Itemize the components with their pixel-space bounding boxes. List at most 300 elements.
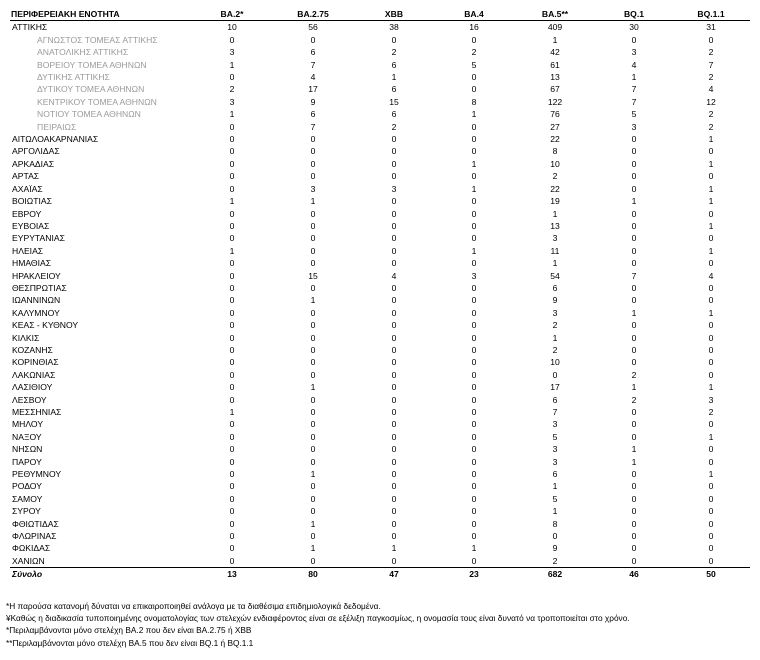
count-cell-bq11: 1 xyxy=(708,307,714,318)
count-cell-ba2: 0 xyxy=(229,208,235,219)
count-cell-bq1: 0 xyxy=(631,357,637,368)
count-cell-ba275: 0 xyxy=(310,394,316,405)
region-name-cell: ΕΥΡΥΤΑΝΙΑΣ xyxy=(12,233,65,244)
count-cell-ba275: 0 xyxy=(310,555,316,566)
count-cell-bq11: 1 xyxy=(708,245,714,256)
count-cell-xbb: 0 xyxy=(391,245,397,256)
count-cell-bq1: 0 xyxy=(631,543,637,554)
count-cell-xbb: 6 xyxy=(391,59,397,70)
count-cell-ba2: 0 xyxy=(229,320,235,331)
count-cell-xbb: 15 xyxy=(389,96,399,107)
count-cell-ba4: 3 xyxy=(471,270,477,281)
count-cell-ba2: 10 xyxy=(227,22,237,33)
count-cell-bq11: 1 xyxy=(708,183,714,194)
count-cell-ba2: 0 xyxy=(229,493,235,504)
region-name-cell: ΝΟΤΙΟΥ ΤΟΜΕΑ ΑΘΗΝΩΝ xyxy=(37,109,141,120)
table-row xyxy=(10,555,750,568)
count-cell-ba275: 0 xyxy=(310,481,316,492)
count-cell-ba5: 22 xyxy=(550,134,560,145)
count-cell-bq1: 3 xyxy=(631,121,637,132)
footnote-distribution-update: *Η παρούσα κατανομή δύναται να επικαιροποιηθεί ανάλογα με τα διαθέσιμα επιδημιολογικά δεδομένα. xyxy=(6,601,381,611)
count-cell-ba275: 0 xyxy=(310,307,316,318)
count-cell-bq11: 31 xyxy=(706,22,716,33)
count-cell-ba275: 0 xyxy=(310,369,316,380)
count-cell-bq1: 0 xyxy=(631,34,637,45)
count-cell-ba5: 5 xyxy=(552,431,558,442)
count-cell-bq1: 0 xyxy=(631,493,637,504)
count-cell-ba5: 7 xyxy=(552,407,558,417)
count-cell-bq11: 1 xyxy=(708,431,714,442)
count-cell-ba4: 0 xyxy=(471,171,477,182)
count-cell-bq11: 0 xyxy=(708,208,714,219)
count-cell-ba5: 54 xyxy=(550,270,560,281)
count-cell-bq11: 0 xyxy=(708,282,714,293)
count-cell-ba2: 0 xyxy=(229,444,235,455)
count-cell-ba4: 0 xyxy=(471,407,477,417)
header-ba2: BA.2* xyxy=(192,8,272,21)
count-cell-ba275: 0 xyxy=(310,171,316,182)
count-cell-ba4: 0 xyxy=(471,34,477,45)
count-cell-ba275: 0 xyxy=(310,34,316,45)
region-name-cell: ΦΘΙΩΤΙΔΑΣ xyxy=(12,518,59,529)
region-name-cell: ΕΒΡΟΥ xyxy=(12,208,42,219)
count-cell-xbb: 0 xyxy=(391,394,397,405)
region-name-cell: ΔΥΤΙΚΗΣ ΑΤΤΙΚΗΣ xyxy=(37,72,110,83)
count-cell-xbb: 0 xyxy=(391,456,397,467)
count-cell-xbb: 0 xyxy=(391,555,397,566)
count-cell-xbb: 0 xyxy=(391,320,397,331)
region-name-cell: ΑΧΑΪΑΣ xyxy=(12,183,43,194)
count-cell-ba275: 0 xyxy=(310,134,316,145)
count-cell-ba5: 27 xyxy=(550,121,560,132)
count-cell-xbb: 0 xyxy=(391,407,397,417)
count-cell-bq1: 0 xyxy=(631,134,637,145)
table-row xyxy=(10,381,750,393)
count-cell-xbb: 0 xyxy=(391,332,397,343)
count-cell-ba275: 0 xyxy=(310,220,316,231)
count-cell-ba4: 0 xyxy=(471,469,477,480)
count-cell-xbb: 0 xyxy=(391,469,397,480)
total-ba5: 682 xyxy=(514,568,596,581)
count-cell-bq1: 0 xyxy=(631,171,637,182)
count-cell-ba275: 0 xyxy=(310,357,316,368)
count-cell-ba275: 0 xyxy=(310,431,316,442)
count-cell-ba275: 1 xyxy=(310,543,316,554)
count-cell-xbb: 0 xyxy=(391,481,397,492)
count-cell-ba275: 17 xyxy=(308,84,318,95)
count-cell-ba4: 0 xyxy=(471,258,477,269)
count-cell-xbb: 2 xyxy=(391,121,397,132)
count-cell-ba275: 15 xyxy=(308,270,318,281)
count-cell-ba2: 0 xyxy=(229,518,235,529)
count-cell-bq11: 0 xyxy=(708,444,714,455)
region-name-cell: ΑΙΤΩΛΟΑΚΑΡΝΑΝΙΑΣ xyxy=(12,134,99,145)
region-name-cell: ΚΙΛΚΙΣ xyxy=(12,332,40,343)
count-cell-ba5: 3 xyxy=(552,444,558,455)
total-ba4: 23 xyxy=(434,568,514,581)
count-cell-ba4: 0 xyxy=(471,394,477,405)
region-name-cell: ΠΕΙΡΑΙΩΣ xyxy=(37,121,77,132)
count-cell-xbb: 0 xyxy=(391,134,397,145)
table-row xyxy=(10,344,750,356)
count-cell-ba275: 4 xyxy=(310,72,316,83)
count-cell-xbb: 0 xyxy=(391,282,397,293)
count-cell-ba2: 0 xyxy=(229,282,235,293)
count-cell-ba5: 76 xyxy=(550,109,560,120)
count-cell-ba2: 0 xyxy=(229,158,235,169)
total-ba275: 80 xyxy=(272,568,354,581)
region-name-cell: ΑΓΝΩΣΤΟΣ ΤΟΜΕΑΣ ΑΤΤΙΚΗΣ xyxy=(37,34,158,45)
count-cell-ba4: 0 xyxy=(471,518,477,529)
table-body xyxy=(10,21,750,568)
count-cell-ba5: 9 xyxy=(552,295,558,306)
table-row xyxy=(10,307,750,319)
region-name-cell: ΧΑΝΙΩΝ xyxy=(12,555,45,566)
count-cell-bq1: 1 xyxy=(631,196,637,207)
region-name-cell: ΚΕΑΣ - ΚΥΘΝΟΥ xyxy=(12,320,79,331)
count-cell-ba4: 0 xyxy=(471,481,477,492)
count-cell-bq1: 1 xyxy=(631,382,637,393)
table-row xyxy=(10,480,750,492)
total-xbb: 47 xyxy=(354,568,434,581)
region-name-cell: ΛΕΣΒΟΥ xyxy=(12,394,47,405)
count-cell-ba4: 0 xyxy=(471,84,477,95)
count-cell-bq11: 0 xyxy=(708,233,714,244)
count-cell-ba4: 0 xyxy=(471,456,477,467)
table-row xyxy=(10,356,750,368)
count-cell-ba5: 1 xyxy=(552,258,558,269)
table-row xyxy=(10,158,750,170)
count-cell-xbb: 0 xyxy=(391,344,397,355)
count-cell-bq11: 0 xyxy=(708,320,714,331)
count-cell-ba4: 0 xyxy=(471,208,477,219)
total-bq11: 50 xyxy=(672,568,750,581)
count-cell-bq11: 1 xyxy=(708,382,714,393)
count-cell-ba275: 0 xyxy=(310,493,316,504)
region-name-cell: ΚΟΖΑΝΗΣ xyxy=(12,344,53,355)
count-cell-ba2: 0 xyxy=(229,369,235,380)
variant-distribution-table xyxy=(10,8,750,581)
count-cell-bq11: 0 xyxy=(708,171,714,182)
count-cell-ba4: 0 xyxy=(471,146,477,157)
header-bq11: BQ.1.1 xyxy=(672,8,750,21)
count-cell-ba275: 9 xyxy=(310,96,316,107)
region-name-cell: ΝΗΣΩΝ xyxy=(12,444,43,455)
count-cell-bq1: 0 xyxy=(631,518,637,529)
region-name-cell: ΜΕΣΣΗΝΙΑΣ xyxy=(12,407,62,417)
count-cell-ba5: 2 xyxy=(552,344,558,355)
count-cell-ba275: 1 xyxy=(310,196,316,207)
count-cell-bq11: 4 xyxy=(708,270,714,281)
count-cell-ba2: 0 xyxy=(229,332,235,343)
count-cell-ba5: 2 xyxy=(552,555,558,566)
region-name-cell: ΑΡΓΟΛΙΔΑΣ xyxy=(12,146,60,157)
count-cell-bq11: 0 xyxy=(708,258,714,269)
count-cell-ba2: 0 xyxy=(229,344,235,355)
count-cell-xbb: 0 xyxy=(391,444,397,455)
count-cell-bq11: 0 xyxy=(708,456,714,467)
count-cell-ba2: 3 xyxy=(229,96,235,107)
count-cell-xbb: 0 xyxy=(391,171,397,182)
count-cell-ba5: 5 xyxy=(552,493,558,504)
count-cell-bq11: 0 xyxy=(708,344,714,355)
count-cell-ba4: 0 xyxy=(471,444,477,455)
count-cell-xbb: 0 xyxy=(391,233,397,244)
table-row xyxy=(10,319,750,331)
count-cell-ba275: 0 xyxy=(310,506,316,517)
table-row xyxy=(10,183,750,195)
count-cell-ba4: 0 xyxy=(471,134,477,145)
table-row xyxy=(10,270,750,282)
count-cell-ba2: 1 xyxy=(229,109,235,120)
count-cell-bq1: 0 xyxy=(631,344,637,355)
count-cell-ba2: 0 xyxy=(229,34,235,45)
count-cell-ba5: 8 xyxy=(552,146,558,157)
table-row xyxy=(10,394,750,406)
count-cell-bq11: 1 xyxy=(708,196,714,207)
count-cell-ba5: 8 xyxy=(552,518,558,529)
table-row xyxy=(10,21,750,34)
count-cell-ba5: 409 xyxy=(547,22,563,33)
count-cell-ba2: 0 xyxy=(229,394,235,405)
count-cell-xbb: 0 xyxy=(391,220,397,231)
count-cell-ba4: 1 xyxy=(471,158,477,169)
count-cell-xbb: 2 xyxy=(391,47,397,58)
count-cell-xbb: 0 xyxy=(391,158,397,169)
count-cell-ba4: 16 xyxy=(469,22,479,33)
count-cell-bq1: 0 xyxy=(631,245,637,256)
count-cell-bq11: 2 xyxy=(708,121,714,132)
table-row xyxy=(10,369,750,381)
count-cell-xbb: 3 xyxy=(391,183,397,194)
region-name-cell: ΣΑΜΟΥ xyxy=(12,493,43,504)
count-cell-bq1: 0 xyxy=(631,258,637,269)
table-row xyxy=(10,406,750,418)
region-name-cell: ΡΟΔΟΥ xyxy=(12,481,42,492)
footnote-nomenclature: ¥Καθώς η διαδικασία τυποποιημένης ονοματολογίας των στελεχών ενδιαφέροντος είναι σε εξέλιξη παγκοσμίως, η ονομασία τους είναι δυνατό να τροποποιείται στο χρόνο. xyxy=(6,613,630,624)
count-cell-ba4: 0 xyxy=(471,121,477,132)
count-cell-ba4: 0 xyxy=(471,72,477,83)
sub-region-row xyxy=(10,121,750,133)
count-cell-bq11: 0 xyxy=(708,419,714,430)
count-cell-ba275: 0 xyxy=(310,456,316,467)
count-cell-ba5: 17 xyxy=(550,382,560,393)
count-cell-ba5: 10 xyxy=(550,158,560,169)
count-cell-bq1: 0 xyxy=(631,220,637,231)
count-cell-ba275: 0 xyxy=(310,208,316,219)
region-name-cell: ΑΡΚΑΔΙΑΣ xyxy=(12,158,55,169)
count-cell-ba5: 0 xyxy=(552,531,558,542)
count-cell-ba5: 3 xyxy=(552,456,558,467)
count-cell-ba275: 1 xyxy=(310,469,316,480)
count-cell-ba2: 0 xyxy=(229,146,235,157)
count-cell-ba275: 7 xyxy=(310,121,316,132)
count-cell-ba4: 1 xyxy=(471,183,477,194)
table-row xyxy=(10,145,750,157)
count-cell-bq1: 0 xyxy=(631,282,637,293)
count-cell-ba2: 0 xyxy=(229,506,235,517)
count-cell-ba4: 2 xyxy=(471,47,477,58)
count-cell-ba275: 1 xyxy=(310,382,316,393)
count-cell-ba4: 0 xyxy=(471,344,477,355)
count-cell-ba4: 0 xyxy=(471,431,477,442)
count-cell-ba2: 0 xyxy=(229,295,235,306)
count-cell-ba4: 0 xyxy=(471,295,477,306)
count-cell-ba5: 2 xyxy=(552,171,558,182)
table-row xyxy=(10,232,750,244)
count-cell-bq1: 4 xyxy=(631,59,637,70)
table-row xyxy=(10,468,750,480)
count-cell-ba2: 3 xyxy=(229,47,235,58)
header-ba275: BA.2.75 xyxy=(272,8,354,21)
count-cell-bq11: 0 xyxy=(708,146,714,157)
count-cell-ba2: 0 xyxy=(229,72,235,83)
count-cell-ba275: 0 xyxy=(310,320,316,331)
count-cell-ba5: 10 xyxy=(550,357,560,368)
count-cell-bq11: 0 xyxy=(708,295,714,306)
count-cell-ba4: 5 xyxy=(471,59,477,70)
count-cell-ba5: 122 xyxy=(547,96,563,107)
count-cell-ba2: 0 xyxy=(229,307,235,318)
count-cell-bq1: 0 xyxy=(631,531,637,542)
count-cell-xbb: 1 xyxy=(391,543,397,554)
count-cell-bq1: 0 xyxy=(631,208,637,219)
sub-region-row xyxy=(10,34,750,46)
count-cell-xbb: 0 xyxy=(391,369,397,380)
table-row xyxy=(10,530,750,542)
count-cell-xbb: 1 xyxy=(391,72,397,83)
count-cell-ba5: 13 xyxy=(550,72,560,83)
region-name-cell: ΙΩΑΝΝΙΝΩΝ xyxy=(12,295,61,306)
count-cell-ba275: 0 xyxy=(310,332,316,343)
table-row xyxy=(10,195,750,207)
count-cell-bq11: 0 xyxy=(708,332,714,343)
table-row xyxy=(10,245,750,257)
region-name-cell: ΑΝΑΤΟΛΙΚΗΣ ΑΤΤΙΚΗΣ xyxy=(37,47,129,58)
count-cell-bq1: 0 xyxy=(631,555,637,566)
count-cell-ba275: 0 xyxy=(310,233,316,244)
count-cell-ba275: 0 xyxy=(310,245,316,256)
count-cell-bq1: 0 xyxy=(631,295,637,306)
count-cell-bq1: 7 xyxy=(631,96,637,107)
count-cell-ba4: 0 xyxy=(471,282,477,293)
count-cell-ba4: 0 xyxy=(471,531,477,542)
region-name-cell: ΗΛΕΙΑΣ xyxy=(12,245,44,256)
count-cell-bq11: 0 xyxy=(708,493,714,504)
count-cell-bq1: 1 xyxy=(631,72,637,83)
count-cell-bq11: 0 xyxy=(708,543,714,554)
region-name-cell: ΣΥΡΟΥ xyxy=(12,506,41,517)
count-cell-ba4: 0 xyxy=(471,493,477,504)
count-cell-bq11: 4 xyxy=(708,84,714,95)
count-cell-bq1: 0 xyxy=(631,419,637,430)
count-cell-ba2: 0 xyxy=(229,357,235,368)
count-cell-bq1: 30 xyxy=(629,22,639,33)
region-name-cell: ΑΤΤΙΚΗΣ xyxy=(12,22,48,33)
count-cell-ba275: 56 xyxy=(308,22,318,33)
count-cell-ba5: 1 xyxy=(552,208,558,219)
region-name-cell: ΘΕΣΠΡΩΤΙΑΣ xyxy=(12,282,67,293)
count-cell-xbb: 0 xyxy=(391,357,397,368)
table-row xyxy=(10,456,750,468)
count-cell-ba4: 0 xyxy=(471,332,477,343)
header-regional-unit: ΠΕΡΙΦΕΡΕΙΑΚΗ ΕΝΟΤΗΤΑ xyxy=(10,8,192,21)
count-cell-ba2: 0 xyxy=(229,555,235,566)
count-cell-xbb: 0 xyxy=(391,419,397,430)
count-cell-ba4: 0 xyxy=(471,307,477,318)
count-cell-bq11: 7 xyxy=(708,59,714,70)
region-name-cell: ΗΜΑΘΙΑΣ xyxy=(12,258,52,269)
count-cell-bq1: 0 xyxy=(631,183,637,194)
total-bq1: 46 xyxy=(596,568,672,581)
count-cell-ba4: 0 xyxy=(471,382,477,393)
count-cell-xbb: 4 xyxy=(391,270,397,281)
region-name-cell: ΔΥΤΙΚΟΥ ΤΟΜΕΑ ΑΘΗΝΩΝ xyxy=(37,84,145,95)
count-cell-ba2: 0 xyxy=(229,469,235,480)
count-cell-xbb: 0 xyxy=(391,295,397,306)
count-cell-ba2: 2 xyxy=(229,84,235,95)
region-name-cell: ΚΟΡΙΝΘΙΑΣ xyxy=(12,357,59,368)
count-cell-xbb: 0 xyxy=(391,208,397,219)
region-name-cell: ΒΟΡΕΙΟΥ ΤΟΜΕΑ ΑΘΗΝΩΝ xyxy=(37,59,147,70)
count-cell-xbb: 0 xyxy=(391,431,397,442)
count-cell-ba5: 3 xyxy=(552,233,558,244)
region-name-cell: ΕΥΒΟΙΑΣ xyxy=(12,220,50,231)
count-cell-xbb: 0 xyxy=(391,307,397,318)
count-cell-bq11: 0 xyxy=(708,531,714,542)
table-header-row xyxy=(10,8,750,21)
count-cell-xbb: 0 xyxy=(391,258,397,269)
count-cell-ba275: 0 xyxy=(310,344,316,355)
count-cell-bq1: 0 xyxy=(631,506,637,517)
count-cell-xbb: 0 xyxy=(391,382,397,393)
count-cell-bq1: 5 xyxy=(631,109,637,120)
count-cell-bq1: 0 xyxy=(631,158,637,169)
region-name-cell: ΠΑΡΟΥ xyxy=(12,456,42,467)
count-cell-ba2: 0 xyxy=(229,134,235,145)
count-cell-ba2: 0 xyxy=(229,431,235,442)
count-cell-bq11: 1 xyxy=(708,158,714,169)
count-cell-bq11: 0 xyxy=(708,481,714,492)
count-cell-bq1: 3 xyxy=(631,47,637,58)
count-cell-ba4: 1 xyxy=(471,543,477,554)
count-cell-bq11: 0 xyxy=(708,369,714,380)
count-cell-ba4: 0 xyxy=(471,220,477,231)
count-cell-bq1: 0 xyxy=(631,146,637,157)
sub-region-row xyxy=(10,83,750,95)
count-cell-bq11: 2 xyxy=(708,109,714,120)
count-cell-ba2: 0 xyxy=(229,258,235,269)
count-cell-ba5: 6 xyxy=(552,282,558,293)
count-cell-ba2: 0 xyxy=(229,531,235,542)
region-name-cell: ΦΛΩΡΙΝΑΣ xyxy=(12,531,57,542)
count-cell-xbb: 6 xyxy=(391,84,397,95)
count-cell-bq11: 1 xyxy=(708,220,714,231)
count-cell-ba4: 0 xyxy=(471,233,477,244)
table-row xyxy=(10,133,750,145)
count-cell-ba5: 0 xyxy=(552,369,558,380)
count-cell-bq11: 0 xyxy=(708,506,714,517)
count-cell-ba5: 3 xyxy=(552,419,558,430)
region-name-cell: ΡΕΘΥΜΝΟΥ xyxy=(12,469,62,480)
count-cell-bq11: 1 xyxy=(708,134,714,145)
count-cell-bq11: 2 xyxy=(708,72,714,83)
count-cell-bq11: 3 xyxy=(708,394,714,405)
total-label: Σύνολο xyxy=(10,568,192,581)
count-cell-ba5: 1 xyxy=(552,481,558,492)
header-xbb: XBB xyxy=(354,8,434,21)
count-cell-xbb: 0 xyxy=(391,146,397,157)
